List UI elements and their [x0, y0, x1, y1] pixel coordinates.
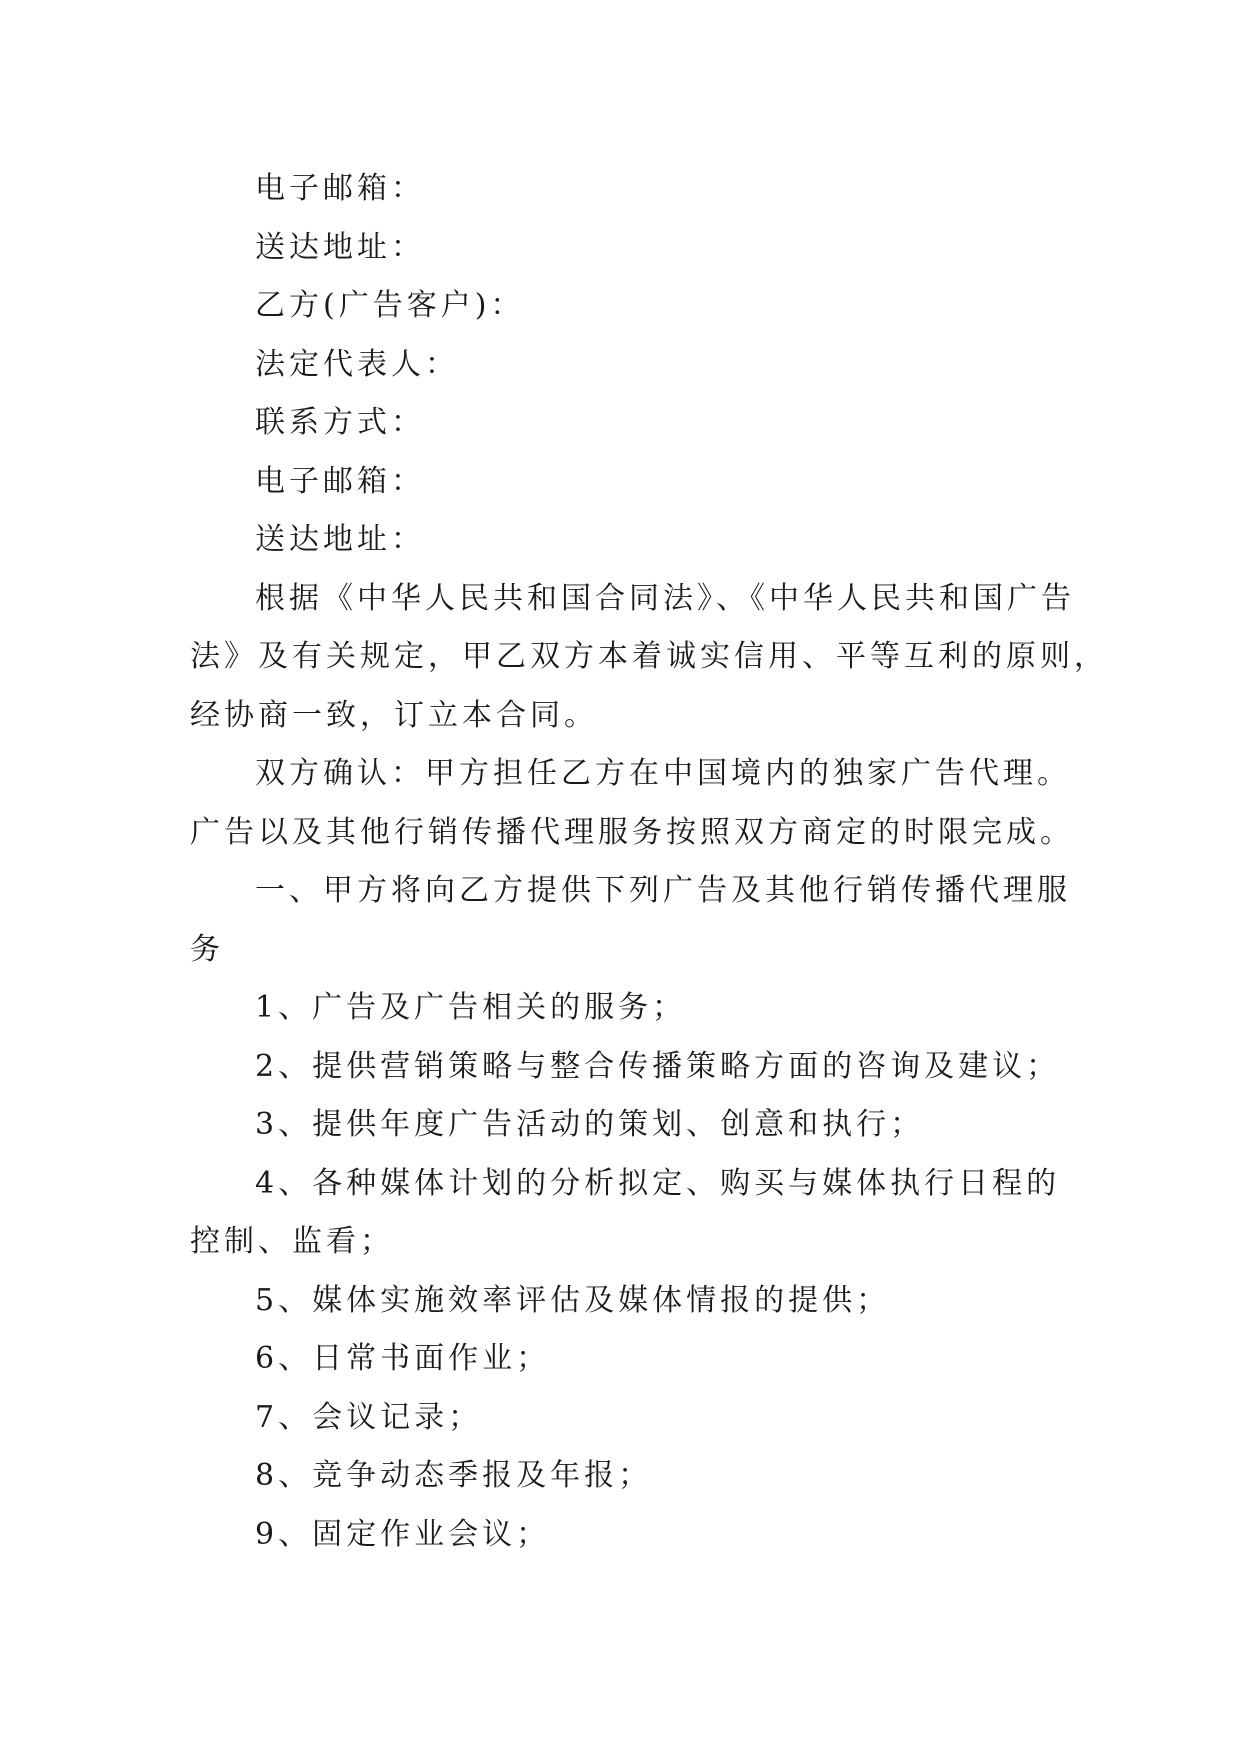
paragraph-legal-basis-line-2: 法》及有关规定，甲乙双方本着诚实信用、平等互利的原则，	[190, 639, 1108, 674]
document-body	[190, 160, 1108, 1564]
list-item: 3、提供年度广告活动的策划、创意和执行；	[255, 1107, 925, 1142]
paragraph-confirmation-line-1: 双方确认：甲方担任乙方在中国境内的独家广告代理。	[255, 756, 1071, 791]
list-item: 9、固定作业会议；	[255, 1516, 551, 1552]
section-heading-line-2: 务	[190, 931, 224, 967]
field-contact: 联系方式：	[255, 405, 425, 440]
list-item: 2、提供营销策略与整合传播策略方面的咨询及建议；	[255, 1048, 1061, 1084]
list-item: 5、媒体实施效率评估及媒体情报的提供；	[255, 1282, 891, 1318]
field-email-b: 电子邮箱：	[255, 463, 425, 499]
field-address: 送达地址：	[255, 229, 425, 265]
list-item: 1、广告及广告相关的服务；	[255, 990, 687, 1025]
list-item: 8、竞争动态季报及年报；	[255, 1458, 653, 1493]
section-heading-line-1: 一、甲方将向乙方提供下列广告及其他行销传播代理服	[255, 873, 1071, 908]
list-item: 6、日常书面作业；	[255, 1341, 551, 1376]
list-item-4-line-2: 控制、监看；	[190, 1224, 394, 1259]
paragraph-legal-basis-line-1: 根据《中华人民共和国合同法》、《中华人民共和国广告	[255, 580, 1075, 616]
paragraph-legal-basis-line-3: 经协商一致，订立本合同。	[190, 697, 598, 733]
field-email: 电子邮箱：	[255, 171, 425, 206]
field-address-b: 送达地址：	[255, 522, 425, 557]
party-b-heading: 乙方(广告客户)：	[255, 288, 525, 323]
field-legal-representative: 法定代表人：	[255, 346, 459, 382]
list-item-4-line-1: 4、各种媒体计划的分析拟定、购买与媒体执行日程的	[255, 1165, 1061, 1201]
list-item: 7、会议记录；	[255, 1399, 483, 1435]
paragraph-confirmation-line-2: 广告以及其他行销传播代理服务按照双方商定的时限完成。	[190, 814, 1074, 850]
